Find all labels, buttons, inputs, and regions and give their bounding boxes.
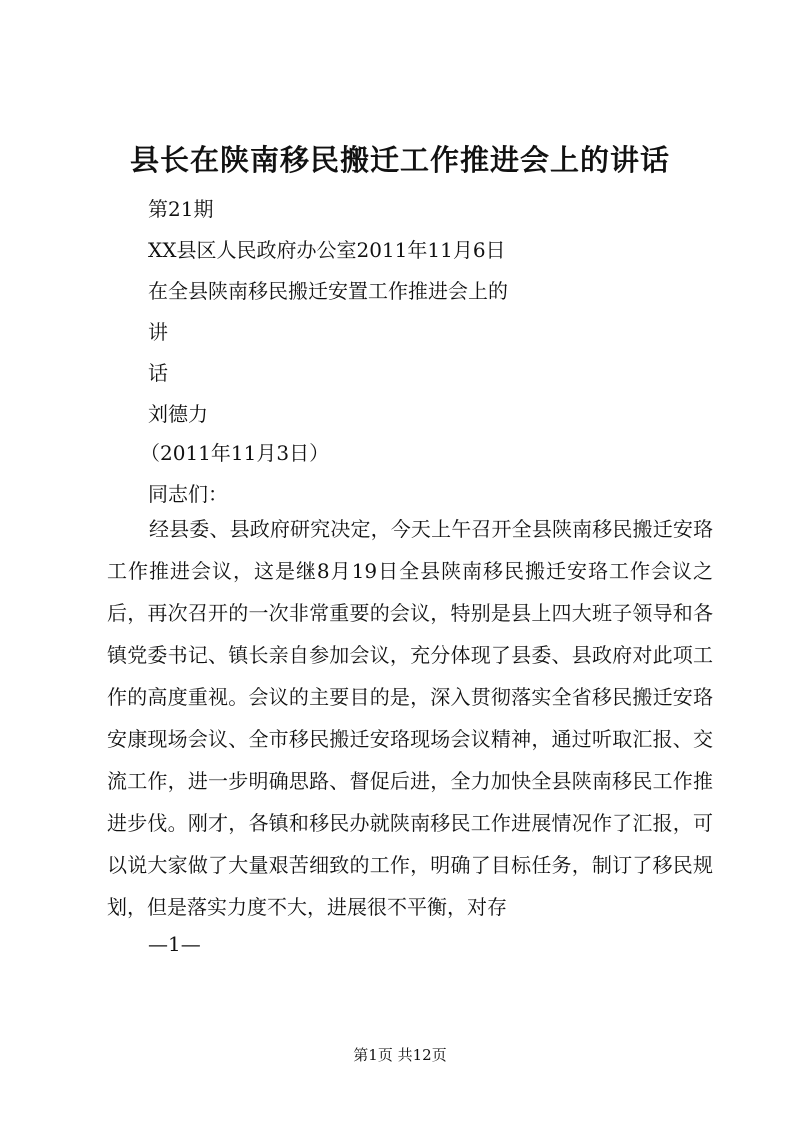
document-title: 县长在陕南移民搬迁工作推进会上的讲话	[129, 143, 670, 177]
issue-number: 第21期	[148, 197, 214, 221]
speech-date: （2011年11月3日）	[140, 441, 330, 465]
speech-title-char: 话	[148, 361, 168, 385]
speech-title-line: 在全县陕南移民搬迁安置工作推进会上的	[148, 279, 508, 303]
speech-title-char: 讲	[148, 320, 168, 344]
issuer-line: XX县区人民政府办公室2011年11月6日	[148, 238, 506, 262]
speaker-name: 刘德力	[148, 402, 208, 426]
page-footer: 第1页 共12页	[353, 1046, 447, 1064]
page-mark: —1—	[148, 932, 201, 956]
salutation: 同志们：	[148, 482, 228, 506]
body-paragraph: 经县委、县政府研究决定，今天上午召开全县陕南移民搬迁安珞工作推进会议，这是继8月19日全县陕南移民搬迁安珞工作会议之后，再次召开的一次非常重要的会议，特别是县上四大班子领导和各镇党委书记、镇长亲自参加会议，充分体现了县委、县政府对此项工作的高度重视。会议的主要目的是，深入贯彻落实全省移民搬迁安珞安康现场会议、全市移民搬迁安珞现场会议精神，通过听取汇报、交流工作，进一步明确思路、督促后进，全力加快全县陕南移民工作推进步伐。刚才，各镇和移民办就陕南移民工作进展情况作了汇报，可以说大家做了大量艰苦细致的工作，明确了目标任务，制订了移民规划，但是落实力度不大，进展很不平衡，对存	[107, 517, 713, 919]
